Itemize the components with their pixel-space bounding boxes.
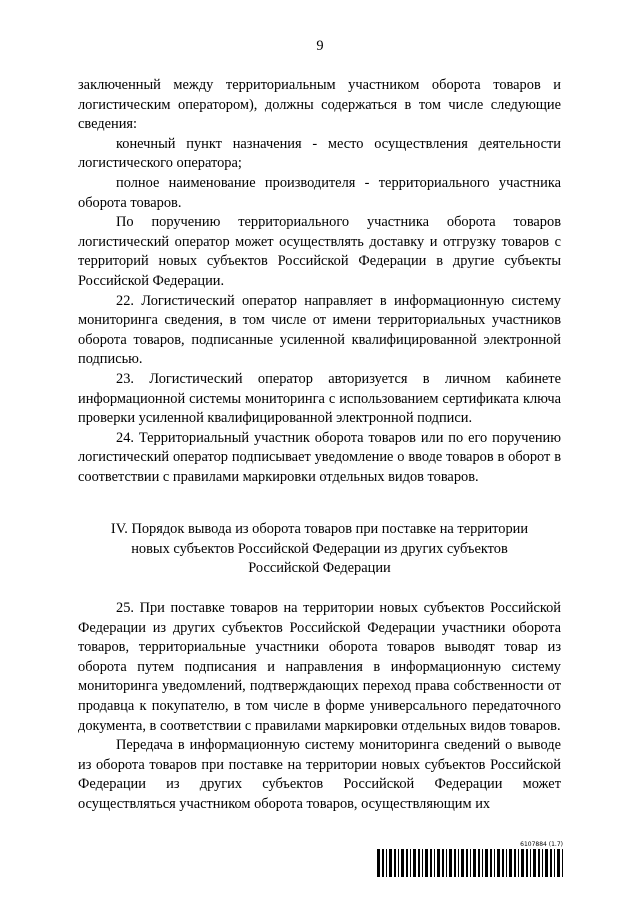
paragraph: 25. При поставке товаров на территории новых субъектов Российской Федерации из других субъектов Российской Федерации участники оборота товаров, территориальные участники оборота товаров выводят товар из оборота путем подписания и направления в информационную систему мониторинга уведомлений, подтверждающих переход права собственности от продавца к покупателю, в том числе в форме универсального передаточного документа, в соответствии с правилами маркировки отдельных видов товаров. [78, 600, 561, 734]
paragraph: 23. Логистический оператор авторизуется в личном кабинете информационной системы мониторинга с использованием сертификата ключа проверки усиленной квалифицированной электронной подписи. [78, 370, 561, 427]
heading-line: новых субъектов Российской Федерации из других субъектов [131, 540, 508, 557]
paragraph: Передача в информационную систему мониторинга сведений о выводе из оборота товаров при поставке на территории новых субъектов Российской Федерации из других субъектов Российской Федерации может осуществляться участником оборота товаров, осуществляющим их [78, 737, 561, 812]
paragraph: 22. Логистический оператор направляет в информационную систему мониторинга сведения, в том числе от имени территориальных участников оборота товаров, подписанные усиленной квалифицированной электронной подписью. [78, 292, 561, 368]
body-text-top [78, 76, 561, 487]
paragraph: конечный пункт назначения - место осуществления деятельности логистического оператора; [78, 135, 561, 172]
heading-line: IV. Порядок вывода из оборота товаров при поставке на территории [110, 521, 529, 537]
paragraph: заключенный между территориальным участником оборота товаров и логистическим оператором), должны содержаться в том числе следующие сведения: [78, 77, 561, 133]
barcode-label: 6107884 (1.7) [520, 841, 563, 848]
heading-line: Российской Федерации [248, 560, 391, 577]
body-text-bottom [78, 599, 561, 815]
paragraph: По поручению территориального участника оборота товаров логистический оператор может осуществлять доставку и отгрузку товаров с территорий новых субъектов Российской Федерации в другие субъекты Российской Федерации. [78, 214, 561, 289]
section-heading [78, 520, 561, 579]
paragraph: 24. Территориальный участник оборота товаров или по его поручению логистический оператор подписывает уведомление о вводе товаров в оборот в соответствии с правилами маркировки отдельных видов товаров. [78, 429, 561, 485]
barcode-image [377, 849, 563, 877]
barcode-area [377, 841, 563, 879]
paragraph: полное наименование производителя - территориального участника оборота товаров. [78, 174, 561, 211]
page-number: 9 [316, 38, 324, 54]
